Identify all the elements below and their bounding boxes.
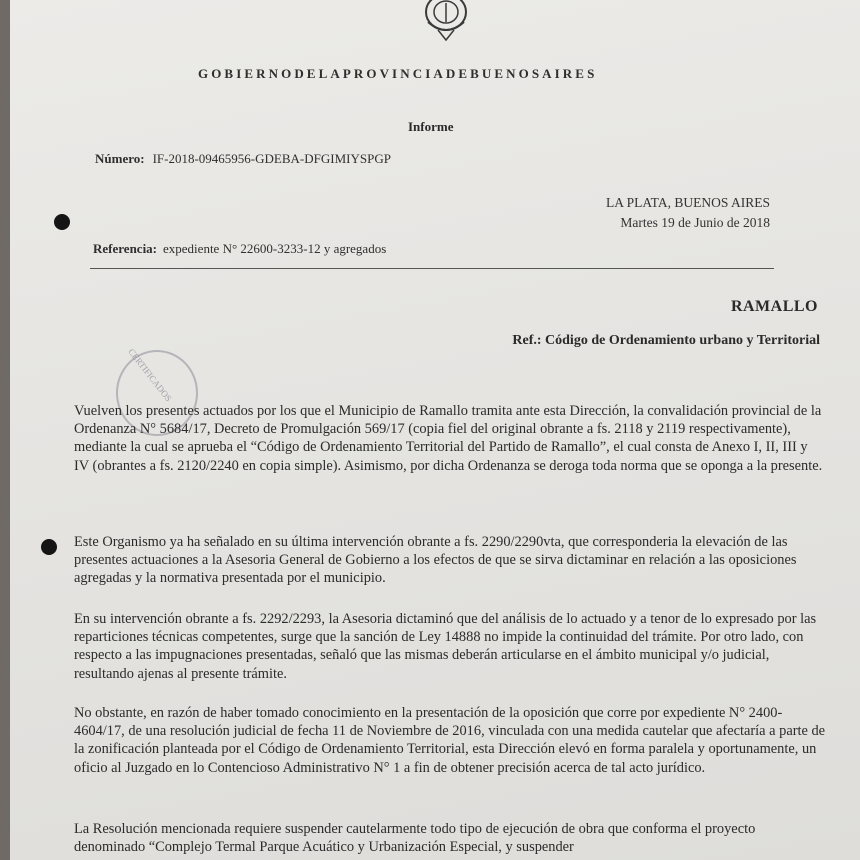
paragraph: Vuelven los presentes actuados por los que el Municipio de Ramallo tramita ante esta Dirección, la convalidación provincial de la Ordenanza N° 5684/17, Decreto de Promulgación 569/17 (copia fiel del original obrante a fs. 2118 y 2119 respectivamente), mediante la cual se aprueba el “Código de Ordenamiento Territorial del Partido de Ramallo”, el cual consta de Anexo I, II, III y IV (obrantes a fs. 2120/2240 en copia simple). Asimismo, por dicha Ordenanza se deroga toda norma que se oponga a la presente.: [74, 403, 823, 474]
divider: [90, 268, 774, 269]
subject-line: Ref.: Código de Ordenamiento urbano y Territorial: [512, 333, 820, 348]
paragraph: No obstante, en razón de haber tomado conocimiento en la presentación de la oposición que corre por expediente N° 2400-4604/17, de una resolución judicial de fecha 11 de Noviembre de 2016, vinculada con una medida cautelar que afectaría a parte de la zonificación planteada por el Código de Ordenamiento Territorial, esta Dirección elevó en forma paralela y oportunamente, un oficio al Juzgado en lo Contencioso Administrativo N° 1 a fin de obtener precisión acerca de tal acto jurídico.: [74, 705, 826, 776]
reference-value: expediente N° 22600-3233-12 y agregados: [163, 241, 387, 256]
reference-label: Referencia:: [93, 241, 158, 256]
addressee: RAMALLO: [730, 298, 818, 315]
paragraph: En su intervención obrante a fs. 2292/2293, la Asesoria dictaminó que del análisis de lo actuado y a tenor de lo expresado por las reparticiones técnicas competentes, surge que la sanción de Ley 14888 no impide la continuidad del trámite. Por otro lado, con respecto a las impugnaciones presentadas, señaló que las mismas deberán articularse en el ámbito municipal y/o judicial, resultando ajenas al presente trámite.: [74, 611, 817, 682]
punch-hole: [41, 539, 57, 555]
date: Martes 19 de Junio de 2018: [620, 215, 770, 230]
number-label: Número:: [95, 151, 145, 166]
document-number: [95, 151, 391, 167]
place: LA PLATA, BUENOS AIRES: [606, 195, 770, 210]
document-type: Informe: [408, 119, 454, 134]
reference: [93, 241, 386, 257]
provincial-seal-icon: [418, 0, 474, 42]
punch-hole: [54, 214, 70, 230]
document-page: [10, 0, 860, 860]
paragraph: La Resolución mencionada requiere suspender cautelarmente todo tipo de ejecución de obra que conforma el proyecto denominado “Complejo Termal Parque Acuático y Urbanización Especial, y suspender: [74, 821, 756, 856]
paragraph: Este Organismo ya ha señalado en su última intervención obrante a fs. 2290/2290vta, que corresponderia la elevación de las presentes actuaciones a la Asesoria General de Gobierno a los efectos de que se sirva dictaminar en relación a las oposiciones agregadas y la normativa presentada por el municipio.: [74, 534, 797, 587]
place-date: [606, 193, 770, 233]
government-heading: GOBIERNODELAPROVINCIADEBUENOSAIRES: [198, 66, 598, 81]
stamp-text: CERTIFICADOS: [126, 346, 174, 404]
number-value: IF-2018-09465956-GDEBA-DFGIMIYSPGP: [152, 151, 391, 166]
